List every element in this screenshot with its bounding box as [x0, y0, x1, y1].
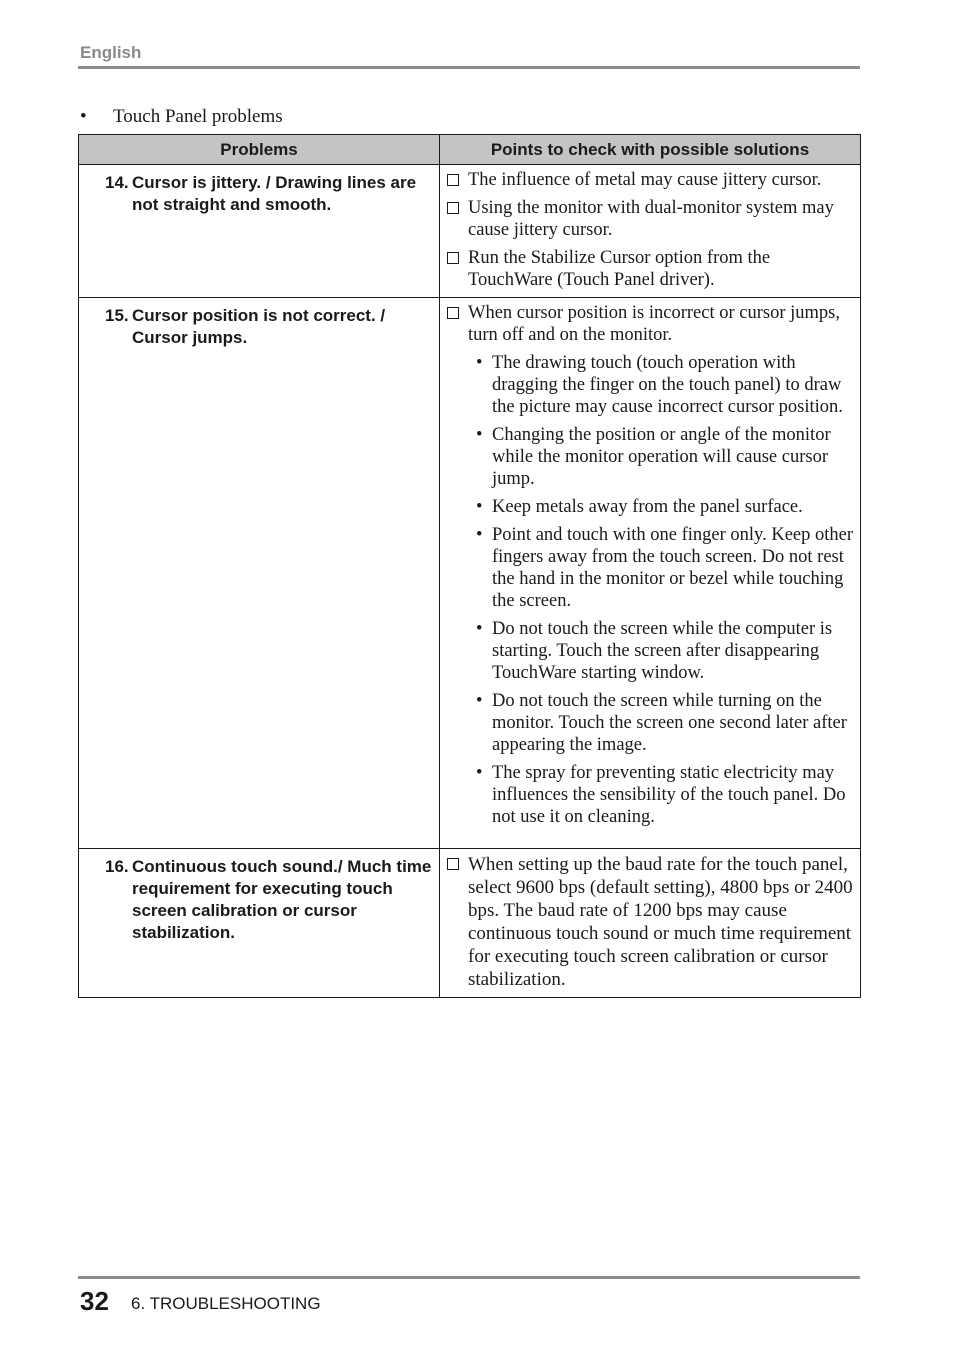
solution-item: When cursor position is incorrect or cursor jumps, turn off and on the monitor.: [446, 302, 854, 346]
bullet-icon: •: [476, 763, 483, 783]
solution-cell: [440, 298, 861, 849]
bullet-icon: •: [476, 525, 483, 545]
solution-bullet: • Changing the position or angle of the monitor while the monitor operation will cause cursor jump.: [476, 425, 831, 489]
checkbox-icon: [447, 174, 459, 186]
problem-text: Cursor is jittery. / Drawing lines are not straight and smooth.: [132, 173, 417, 214]
problem-cell: [79, 849, 440, 998]
bullet-icon: •: [476, 691, 483, 711]
problem-cell: [79, 165, 440, 298]
column-header-solutions: Points to check with possible solutions: [440, 135, 861, 165]
table-row: [79, 849, 861, 998]
solution-item: Using the monitor with dual-monitor system may cause jittery cursor.: [446, 197, 854, 241]
column-header-problems: Problems: [79, 135, 440, 165]
footer-divider: [78, 1276, 860, 1279]
bullet-icon: •: [476, 425, 483, 445]
solution-bullet: • Point and touch with one finger only. Keep other fingers away from the touch screen. Do not rest the hand in the monitor or bezel while touching the screen.: [476, 525, 854, 611]
table-row: [79, 298, 861, 849]
solution-item: Run the Stabilize Cursor option from the TouchWare (Touch Panel driver).: [446, 247, 854, 291]
solution-bullet: • Do not touch the screen while the computer is starting. Touch the screen after disappearing TouchWare starting window.: [476, 619, 833, 683]
bullet: •: [80, 106, 87, 127]
header-divider: [78, 66, 860, 69]
problem-text: Cursor position is not correct. / Cursor jumps.: [132, 306, 386, 347]
solution-item: The influence of metal may cause jittery cursor.: [446, 169, 854, 191]
checkbox-icon: [447, 252, 459, 264]
solution-cell: [440, 165, 861, 298]
solution-cell: [440, 849, 861, 998]
problem-text: Continuous touch sound./ Much time requirement for executing touch screen calibration or cursor stabilization.: [132, 857, 432, 942]
checkbox-icon: [447, 202, 459, 214]
solution-bullet: • Do not touch the screen while turning on the monitor. Touch the screen one second later after appearing the image.: [476, 691, 847, 755]
problem-cell: [79, 298, 440, 849]
language-label: English: [80, 43, 142, 62]
bullet-icon: •: [476, 497, 483, 517]
page-number: 32: [80, 1286, 109, 1316]
bullet-icon: •: [476, 619, 483, 639]
solution-item: When setting up the baud rate for the touch panel, select 9600 bps (default setting), 4800 bps or 2400 bps. The baud rate of 1200 bps may cause continuous touch sound or much time requirement for executing touch screen calibration or cursor stabilization.: [446, 853, 854, 991]
solution-bullet: • The spray for preventing static electricity may influences the sensibility of the touch panel. Do not use it on cleaning.: [476, 763, 846, 827]
table-header-row: [79, 135, 861, 165]
bullet-icon: •: [476, 353, 483, 373]
checkbox-icon: [447, 307, 459, 319]
problem-number: 16.: [105, 857, 129, 876]
problem-number: 14.: [105, 173, 129, 192]
problem-number: 15.: [105, 306, 129, 325]
solution-bullet: • Keep metals away from the panel surface.: [476, 497, 803, 517]
section-title: Touch Panel problems: [113, 106, 283, 127]
chapter-title: 6. TROUBLESHOOTING: [131, 1294, 321, 1313]
section-heading: [80, 106, 283, 128]
checkbox-icon: [447, 858, 459, 870]
solution-bullet: • The drawing touch (touch operation with dragging the finger on the touch panel) to draw the picture may cause incorrect cursor position.: [476, 353, 843, 417]
troubleshooting-table: [78, 134, 861, 998]
table-row: [79, 165, 861, 298]
